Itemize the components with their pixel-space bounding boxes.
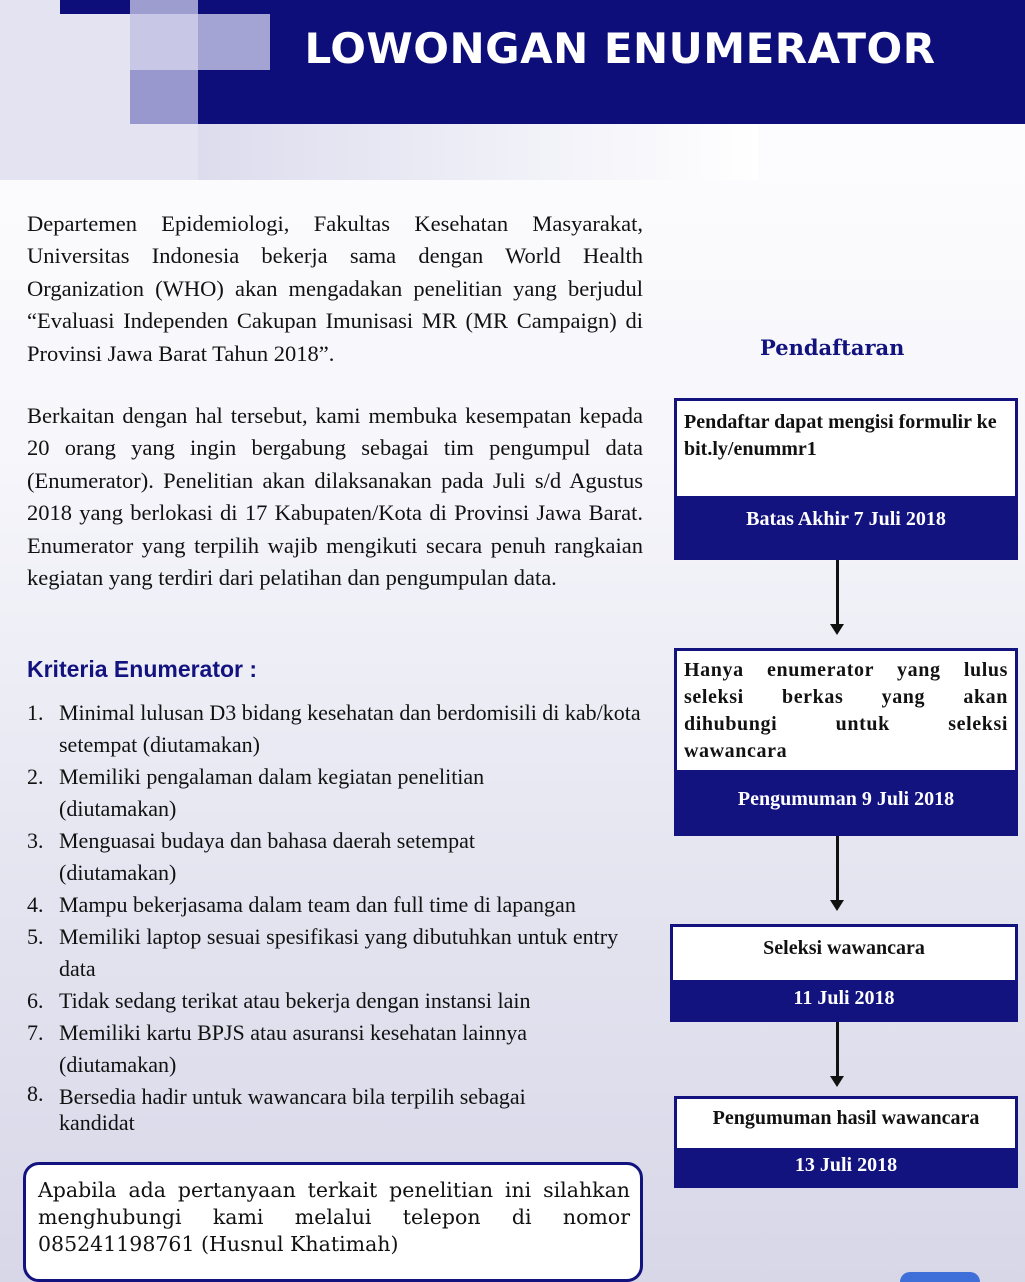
step-1-date: Batas Akhir 7 Juli 2018	[674, 496, 1018, 560]
arrow-head-icon	[830, 900, 844, 911]
item-number: 7.	[27, 1020, 44, 1045]
list-item	[27, 1017, 642, 1081]
item-text: Memiliki laptop sesuai spesifikasi yang dibutuhkan untuk entry data	[59, 924, 619, 981]
step-3-date: 11 Juli 2018	[670, 980, 1018, 1022]
arrow-1	[836, 560, 839, 626]
item-text: Minimal lulusan D3 bidang kesehatan dan berdomisili di kab/kota setempat (diutamakan)	[59, 700, 641, 757]
intro-paragraph-2: Berkaitan dengan hal tersebut, kami membuka kesempatan kepada 20 orang yang ingin bergabung sebagai tim pengumpul data (Enumerator). Penelitian akan dilaksanakan pada Juli s/d Agustus 2018 yang berlokasi di 17 Kabupaten/Kota di Provinsi Jawa Barat. Enumerator yang terpilih wajib mengikuti secara penuh rangkaian kegiatan yang terdiri dari pelatihan dan pengumpulan data.	[27, 403, 643, 591]
list-item	[27, 889, 642, 921]
item-number: 1.	[27, 700, 44, 725]
item-number: 5.	[27, 924, 44, 949]
step-4-date: 13 Juli 2018	[674, 1148, 1018, 1188]
item-number: 2.	[27, 764, 44, 789]
page-title: LOWONGAN ENUMERATOR	[304, 24, 936, 73]
step-4-text: Pengumuman hasil wawancara	[712, 1107, 980, 1129]
step-2-date: Pengumuman 9 Juli 2018	[674, 770, 1018, 836]
item-text: Memiliki pengalaman dalam kegiatan penelitian (diutamakan)	[59, 764, 485, 821]
item-text: Memiliki kartu BPJS atau asuransi kesehatan lainnya (diutamakan)	[59, 1020, 528, 1077]
list-item	[27, 985, 642, 1017]
item-number: 6.	[27, 988, 44, 1013]
arrow-head-icon	[830, 624, 844, 635]
item-text: Bersedia hadir untuk wawancara bila terpilih sebagai kandidat	[59, 1084, 526, 1135]
contact-box: Apabila ada pertanyaan terkait penelitian ini silahkan menghubungi kami melalui telepon di nomor 085241198761 (Husnul Khatimah)	[23, 1162, 643, 1282]
step-1-text: Pendaftar dapat mengisi formulir ke bit.ly/enummr1	[684, 411, 997, 460]
decor-square	[198, 14, 270, 70]
list-item	[27, 825, 642, 889]
item-text: Mampu bekerjasama dalam team dan full time di lapangan	[59, 892, 576, 917]
decor-square	[130, 70, 198, 124]
item-text: Menguasai budaya dan bahasa daerah setempat (diutamakan)	[59, 828, 475, 885]
arrow-head-icon	[830, 1076, 844, 1087]
item-number: 8.	[27, 1081, 44, 1106]
corner-shape	[900, 1272, 980, 1282]
intro-paragraph-1: Departemen Epidemiologi, Fakultas Kesehatan Masyarakat, Universitas Indonesia bekerja sama dengan World Health Organization (WHO) akan mengadakan penelitian yang berjudul “Evaluasi Independen Cakupan Imunisasi MR (MR Campaign) di Provinsi Jawa Barat Tahun 2018”.	[27, 211, 643, 366]
kriteria-list	[27, 697, 642, 1136]
item-number: 4.	[27, 892, 44, 917]
item-text: Tidak sedang terikat atau bekerja dengan instansi lain	[59, 988, 531, 1013]
list-item	[27, 697, 642, 761]
step-2-text: Hanya enumerator yang lulus seleksi berkas yang akan dihubungi untuk seleksi wawancara	[684, 659, 1008, 762]
arrow-3	[836, 1022, 839, 1078]
step-3-text: Seleksi wawancara	[763, 937, 925, 959]
pendaftaran-heading: Pendaftaran	[760, 335, 905, 360]
item-number: 3.	[27, 828, 44, 853]
decor-square	[60, 0, 130, 14]
arrow-2	[836, 836, 839, 902]
list-item	[27, 1081, 642, 1136]
kriteria-heading: Kriteria Enumerator :	[27, 656, 258, 682]
list-item	[27, 761, 642, 825]
list-item	[27, 921, 642, 985]
decor-square	[198, 124, 758, 180]
